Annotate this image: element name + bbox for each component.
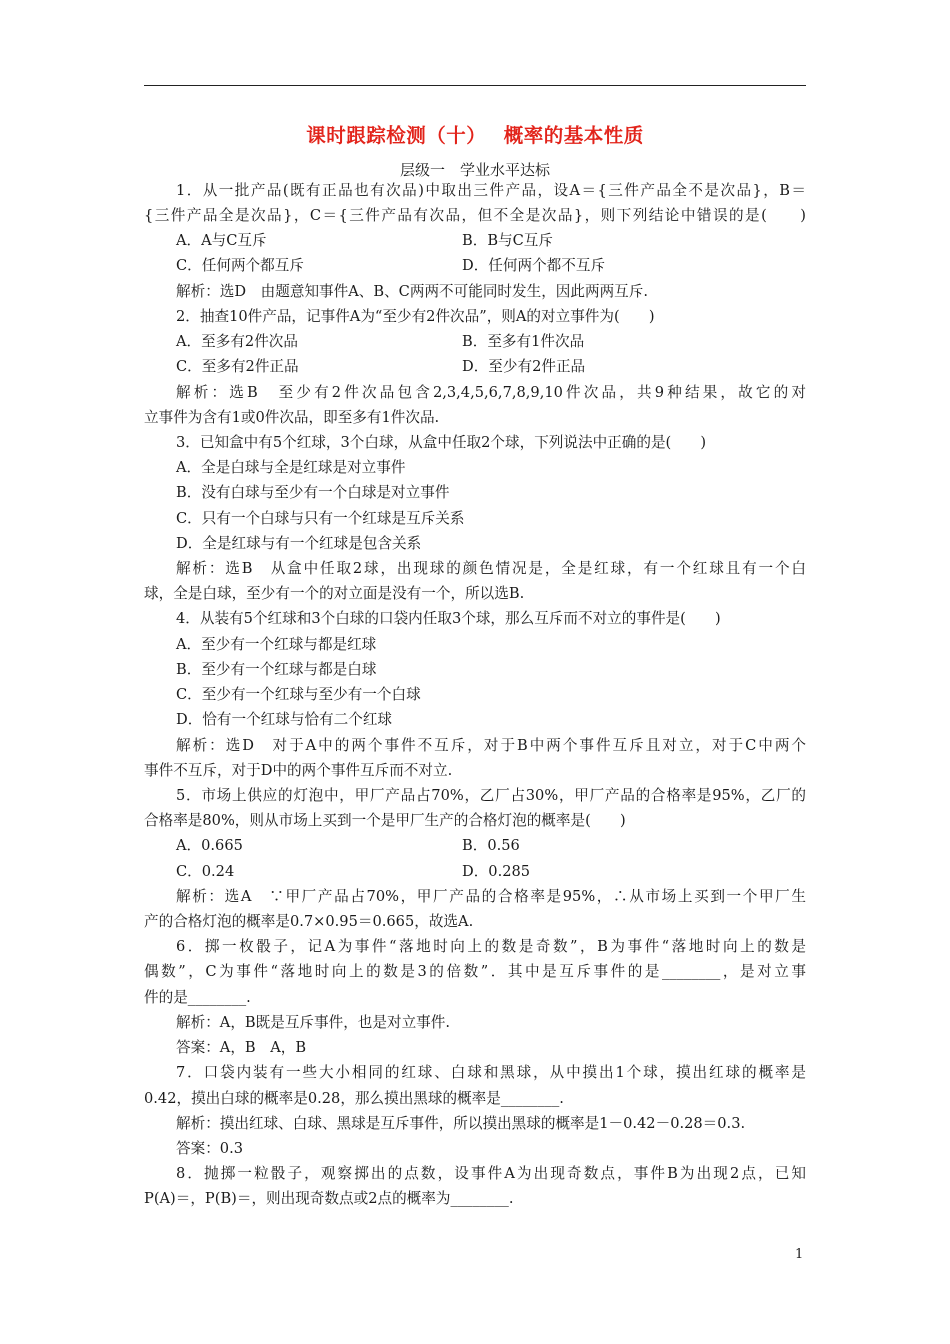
q1-option-a: A．A与C互斥 xyxy=(176,232,267,249)
question-7-line-2: 0.42，摸出白球的概率是0.28，那么摸出黑球的概率是________. xyxy=(144,1090,564,1107)
question-6-line-1: 6．掷一枚骰子，记A为事件“落地时向上的数是奇数”，B为事件“落地时向上的数是 xyxy=(176,938,806,955)
page-number: 1 xyxy=(795,1247,804,1262)
q5-option-d: D．0.285 xyxy=(462,863,531,880)
q3-option-d: D．全是红球与有一个红球是包含关系 xyxy=(176,535,422,552)
q3-option-b: B．没有白球与至少有一个白球是对立事件 xyxy=(176,484,450,501)
q1-option-c: C．任何两个都互斥 xyxy=(176,257,304,274)
question-8-line-2: P(A)＝，P(B)＝，则出现奇数点或2点的概率为________. xyxy=(144,1190,514,1207)
question-4: 4．从装有5个红球和3个白球的口袋内任取3个球，那么互斥而不对立的事件是( ) xyxy=(176,610,721,627)
question-5-line-2: 合格率是80%，则从市场上买到一个是甲厂生产的合格灯泡的概率是( ) xyxy=(144,812,626,829)
question-2: 2．抽查10件产品，记事件A为“至少有2件次品”，则A的对立事件为( ) xyxy=(176,308,655,325)
question-3: 3．已知盒中有5个红球，3个白球，从盒中任取2个球，下列说法中正确的是( ) xyxy=(176,434,707,451)
question-1-line-2: {三件产品全是次品}，C＝{三件产品有次品，但不全是次品}，则下列结论中错误的是( ) xyxy=(144,207,806,224)
q4-option-c: C．至少有一个红球与至少有一个白球 xyxy=(176,686,421,703)
q4-analysis-line-1: 解析：选D 对于A中的两个事件不互斥，对于B中两个事件互斥且对立，对于C中两个 xyxy=(176,737,806,754)
q5-option-c: C．0.24 xyxy=(176,863,235,880)
q2-option-c: C．至多有2件正品 xyxy=(176,358,299,375)
q5-analysis-line-1: 解析：选A ∵甲厂产品占70%，甲厂产品的合格率是95%，∴从市场上买到一个甲厂生 xyxy=(176,888,806,905)
q4-option-b: B．至少有一个红球与都是白球 xyxy=(176,661,377,678)
q7-analysis: 解析：摸出红球、白球、黑球是互斥事件，所以摸出黑球的概率是1－0.42－0.28＝0.3. xyxy=(176,1115,746,1132)
q7-answer: 答案：0.3 xyxy=(176,1140,243,1157)
q5-option-b: B．0.56 xyxy=(462,837,520,854)
q4-option-d: D．恰有一个红球与恰有二个红球 xyxy=(176,711,393,728)
q2-option-d: D．至少有2件正品 xyxy=(462,358,586,375)
question-8-line-1: 8．抛掷一粒骰子，观察掷出的点数，设事件A为出现奇数点，事件B为出现2点，已知 xyxy=(176,1165,806,1182)
q4-analysis-line-2: 事件不互斥，对于D中的两个事件互斥而不对立. xyxy=(144,762,453,779)
question-1-line-1: 1．从一批产品(既有正品也有次品)中取出三件产品，设A＝{三件产品全不是次品}，B＝ xyxy=(176,182,806,199)
q2-analysis-line-1: 解析：选B 至少有2件次品包含2,3,4,5,6,7,8,9,10件次品，共9种结果，故它的对 xyxy=(176,384,806,401)
q3-analysis-line-2: 球，全是白球，至少有一个的对立面是没有一个，所以选B. xyxy=(144,585,525,602)
q3-option-c: C．只有一个白球与只有一个红球是互斥关系 xyxy=(176,510,465,527)
q2-option-b: B．至多有1件次品 xyxy=(462,333,585,350)
page-title: 课时跟踪检测（十） 概率的基本性质 xyxy=(306,124,644,147)
section-subtitle: 层级一 学业水平达标 xyxy=(399,161,550,179)
q1-option-b: B．B与C互斥 xyxy=(462,232,553,249)
q3-analysis-line-1: 解析：选B 从盒中任取2球，出现球的颜色情况是，全是红球，有一个红球且有一个白 xyxy=(176,560,806,577)
q2-analysis-line-2: 立事件为含有1或0件次品，即至多有1件次品. xyxy=(144,409,440,426)
question-7-line-1: 7．口袋内装有一些大小相同的红球、白球和黑球，从中摸出1个球，摸出红球的概率是 xyxy=(176,1064,806,1081)
question-5-line-1: 5．市场上供应的灯泡中，甲厂产品占70%，乙厂占30%，甲厂产品的合格率是95%，乙厂的 xyxy=(176,787,806,804)
q6-analysis: 解析：A，B既是互斥事件，也是对立事件. xyxy=(176,1014,450,1031)
q1-analysis: 解析：选D 由题意知事件A、B、C两两不可能同时发生，因此两两互斥. xyxy=(176,283,648,300)
q5-analysis-line-2: 产的合格灯泡的概率是0.7×0.95＝0.665，故选A. xyxy=(144,913,474,930)
q4-option-a: A．至少有一个红球与都是红球 xyxy=(176,636,377,653)
q2-option-a: A．至多有2件次品 xyxy=(176,333,298,350)
q6-answer: 答案：A，B A，B xyxy=(176,1039,307,1056)
q3-option-a: A．全是白球与全是红球是对立事件 xyxy=(176,459,406,476)
q1-option-d: D．任何两个都不互斥 xyxy=(462,257,606,274)
header-rule xyxy=(144,85,806,86)
question-6-line-3: 件的是________. xyxy=(144,989,251,1006)
question-6-line-2: 偶数”，C为事件“落地时向上的数是3的倍数”．其中是互斥事件的是________，是对立事 xyxy=(144,963,806,980)
q5-option-a: A．0.665 xyxy=(176,837,243,854)
